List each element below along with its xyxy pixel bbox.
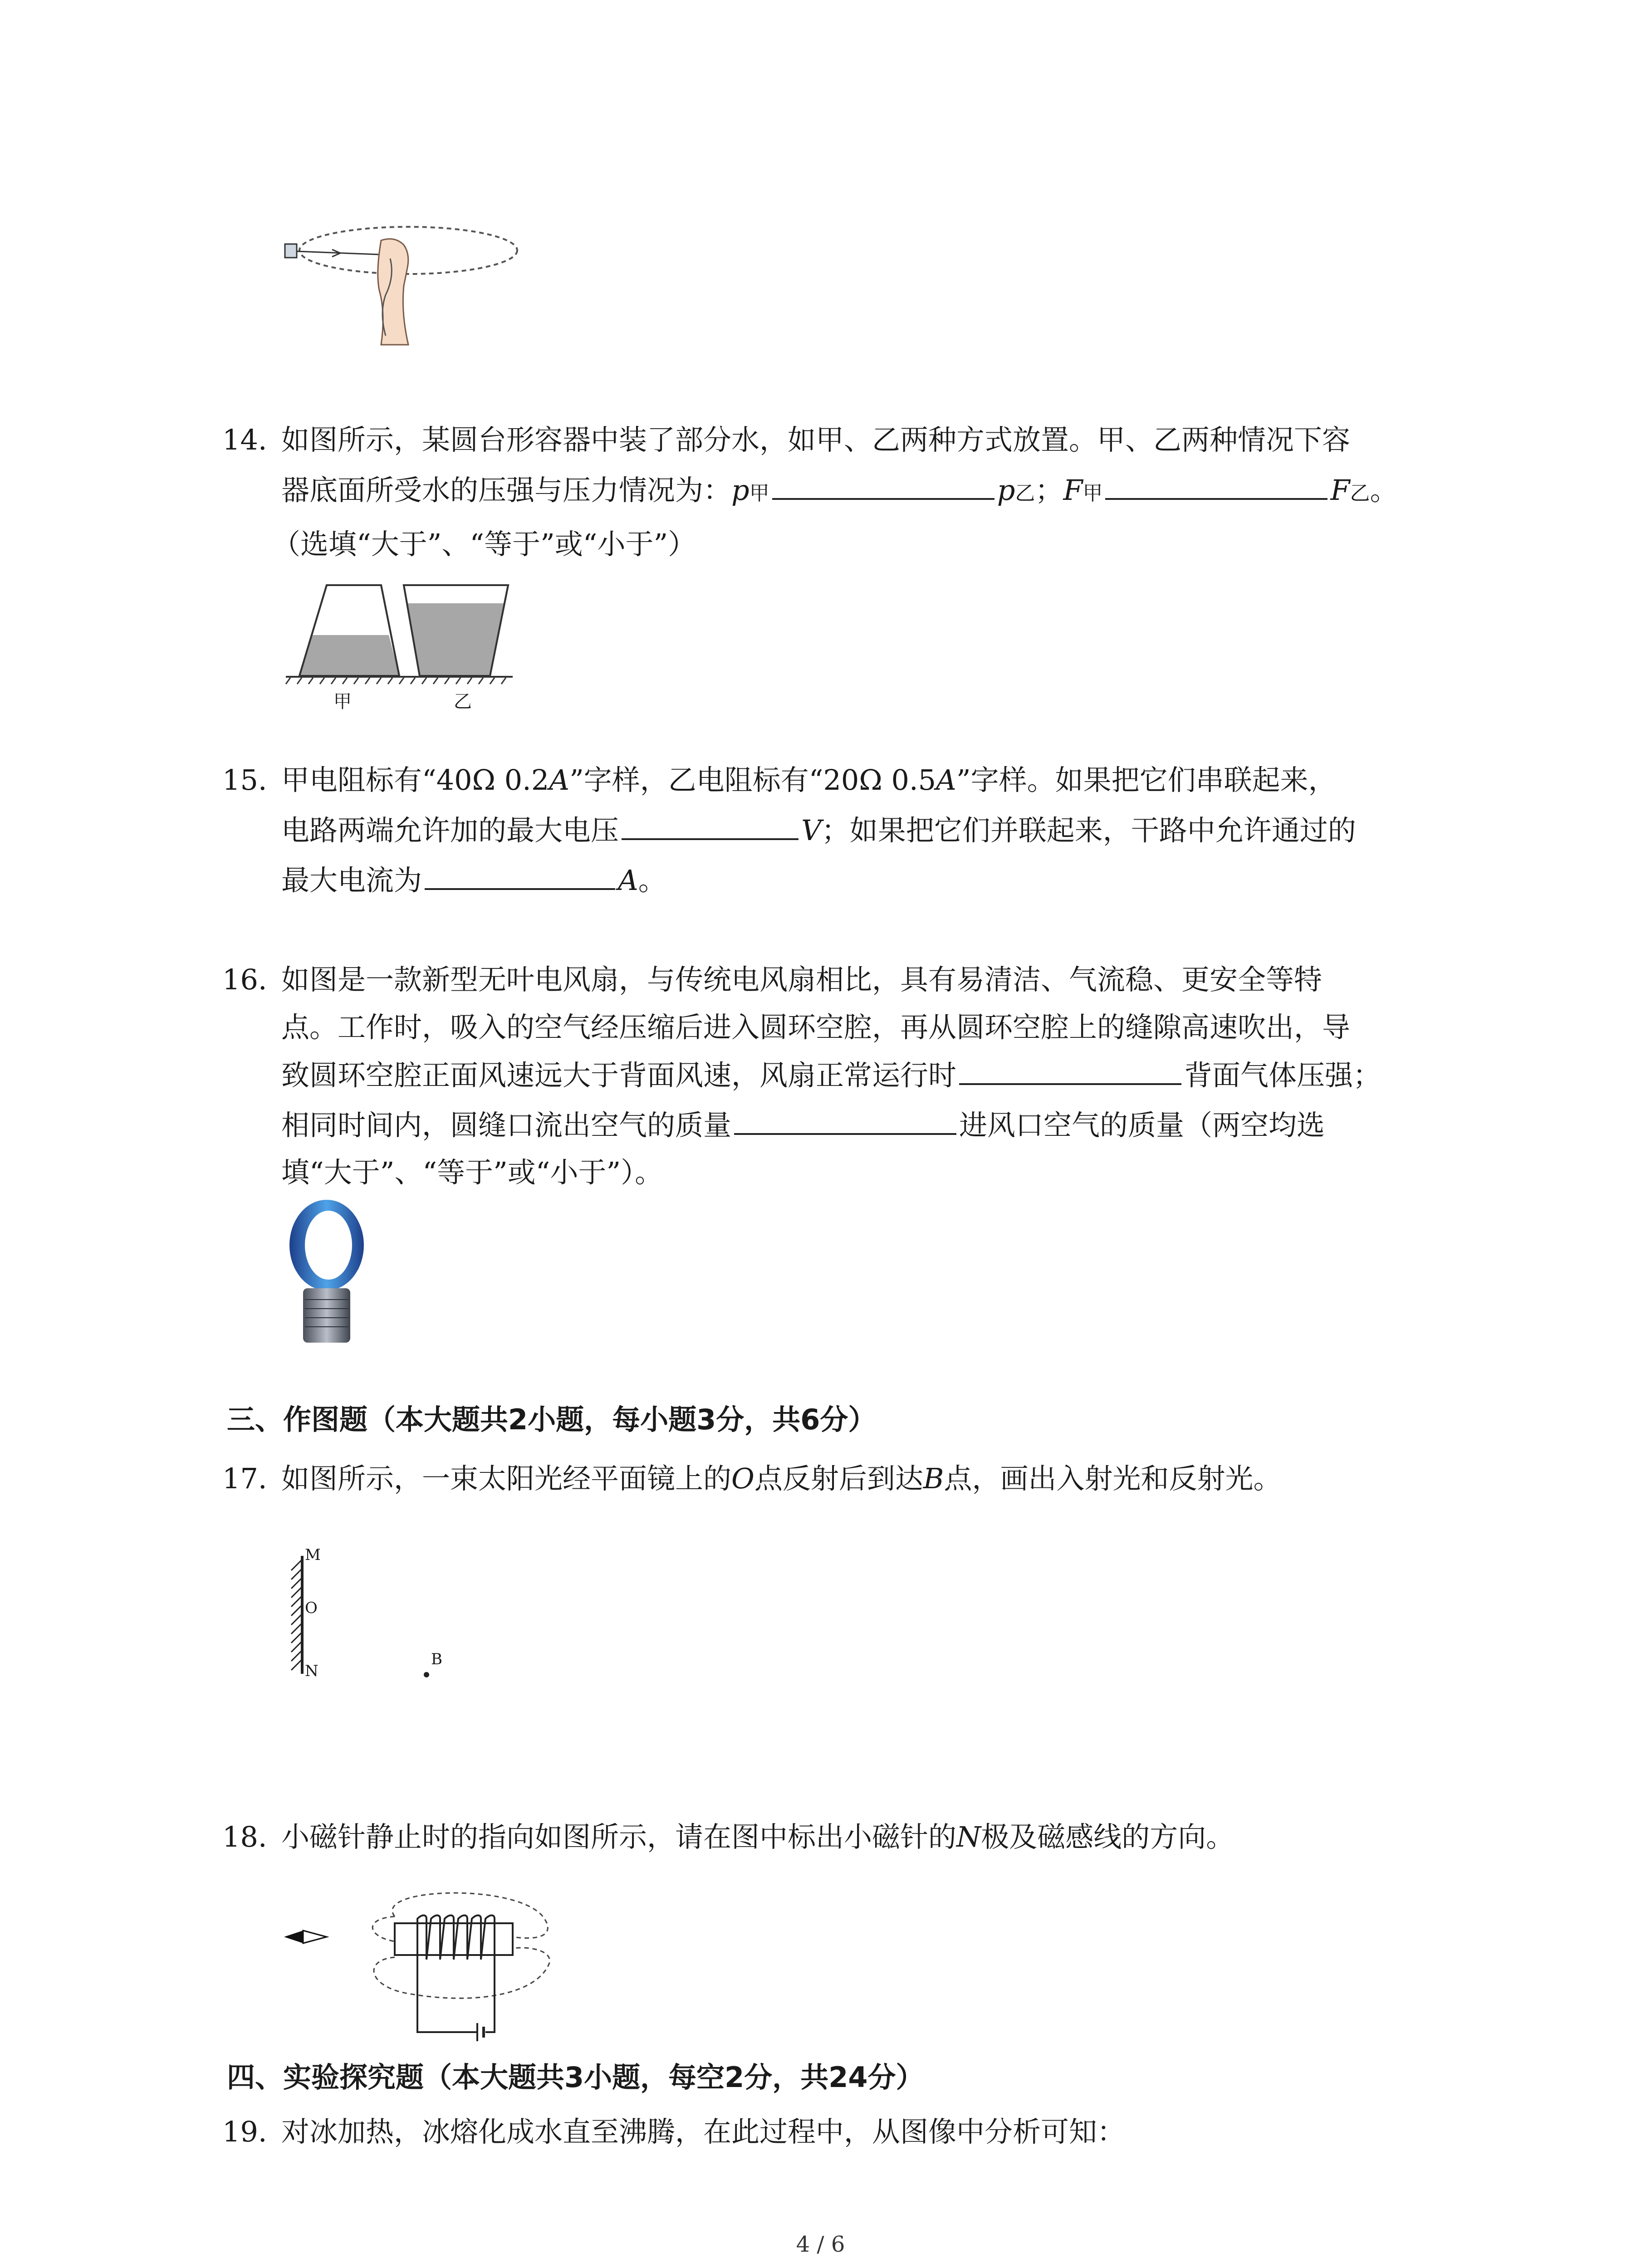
q15-line1-c: ”字样。如果把它们串联起来，: [956, 763, 1337, 797]
q14-blank-force[interactable]: [1105, 472, 1327, 500]
frustum-containers-figure: [281, 576, 517, 712]
q18-number: 18.: [222, 1820, 267, 1853]
q14-line2-text: 器底面所受水的压强与压力情况为：: [281, 474, 732, 507]
q14-fig-label-jia: 甲: [333, 691, 352, 712]
q17-fig-b: B: [431, 1650, 442, 1668]
q16-line4: [281, 1107, 1325, 1144]
q14-f-symbol: F: [1063, 474, 1083, 507]
solenoid-compass-figure: [281, 1869, 563, 2041]
q14-sub-yi-2: 乙: [1350, 482, 1370, 505]
q15-line1-b: ”字样，乙电阻标有“20Ω 0.5: [569, 763, 936, 797]
q14-line1: 如图所示，某圆台形容器中装了部分水，如甲、乙两种方式放置。甲、乙两种情况下容: [281, 423, 1351, 456]
q14-p-symbol: p: [731, 474, 749, 507]
page-number: 4 / 6: [796, 2232, 845, 2257]
q16-blank-air-mass[interactable]: [734, 1107, 956, 1135]
q17-text-a: 如图所示，一束太阳光经平面镜上的: [281, 1462, 732, 1495]
q15-line3-a: 最大电流为: [281, 864, 422, 897]
q16-line4-b: 进风口空气的质量（两空均选: [959, 1109, 1325, 1142]
q15-unit-a-2: A: [936, 763, 956, 797]
q14-blank-pressure[interactable]: [772, 472, 994, 500]
q14-f-symbol-2: F: [1330, 474, 1350, 507]
q15-line2-b: ；如果把它们并联起来，干路中允许通过的: [821, 814, 1356, 847]
q15-unit-a-1: A: [549, 763, 570, 797]
q17-fig-o: O: [305, 1599, 318, 1617]
q16-line5: 填“大于”、“等于”或“小于”）。: [281, 1156, 663, 1189]
q17-point-o: O: [731, 1462, 754, 1495]
q16-blank-front-pressure[interactable]: [959, 1057, 1181, 1085]
q14-end: 。: [1370, 474, 1398, 507]
q16-line4-a: 相同时间内，圆缝口流出空气的质量: [281, 1109, 732, 1142]
q16-number: 16.: [222, 963, 267, 996]
q14-p-symbol-2: p: [997, 474, 1015, 507]
q15-line2: [281, 812, 1356, 849]
q14-line3: （选填“大于”、“等于”或“小于”）: [272, 528, 696, 561]
q14-sub-jia: 甲: [749, 482, 769, 505]
q15-line2-a: 电路两端允许加的最大电压: [281, 814, 619, 847]
q15-blank-current[interactable]: [425, 862, 615, 890]
q15-line1: [281, 762, 1337, 798]
q17-text-c: 点，画出入射光和反射光。: [944, 1462, 1282, 1495]
q18-text-a: 小磁针静止时的指向如图所示，请在图中标出小磁针的: [281, 1820, 957, 1853]
swing-string-figure: [277, 213, 531, 367]
section-3-heading: 三、作图题（本大题共2小题，每小题3分，共6分）: [227, 1403, 877, 1436]
q17-text-b: 点反射后到达: [754, 1462, 923, 1495]
q16-line3-a: 致圆环空腔正面风速远大于背面风速，风扇正常运行时: [281, 1059, 957, 1092]
q15-blank-voltage[interactable]: [622, 812, 798, 840]
q17-fig-n: N: [305, 1662, 318, 1680]
q15-unit-v: V: [801, 814, 822, 847]
q14-number: 14.: [222, 423, 267, 456]
q17-fig-m: M: [305, 1546, 321, 1564]
q16-line1: 如图是一款新型无叶电风扇，与传统电风扇相比，具有易清洁、气流稳、更安全等特: [281, 963, 1323, 996]
q19-number: 19.: [222, 2115, 267, 2148]
q17-line: [281, 1461, 1281, 1497]
q16-line3-b: 背面气体压强；: [1184, 1059, 1381, 1092]
q17-point-b: B: [923, 1462, 944, 1495]
q17-number: 17.: [222, 1462, 267, 1495]
q15-number: 15.: [222, 763, 267, 797]
q15-end: 。: [638, 864, 666, 897]
bladeless-fan-figure: [281, 1198, 372, 1347]
q15-unit-a-3: A: [618, 864, 638, 897]
q14-fig-label-yi: 乙: [454, 691, 472, 712]
q16-line2: 点。工作时，吸入的空气经压缩后进入圆环空腔，再从圆环空腔上的缝隙高速吹出，导: [281, 1011, 1351, 1044]
q15-line3: [281, 862, 666, 899]
q18-pole-n: N: [956, 1820, 981, 1853]
q14-sep: ；: [1035, 474, 1063, 507]
q14-sub-yi: 乙: [1015, 482, 1035, 505]
section-4-heading: 四、实验探究题（本大题共3小题，每空2分，共24分）: [227, 2061, 924, 2094]
q18-line: [281, 1819, 1234, 1855]
q14-line2: [281, 472, 1398, 512]
q19-line: 对冰加热，冰熔化成水直至沸腾，在此过程中，从图像中分析可知：: [281, 2115, 1126, 2148]
q15-line1-a: 甲电阻标有“40Ω 0.2: [281, 763, 549, 797]
q14-sub-jia-2: 甲: [1083, 482, 1103, 505]
q18-text-b: 极及磁感线的方向。: [981, 1820, 1234, 1853]
q16-line3: [281, 1057, 1381, 1094]
